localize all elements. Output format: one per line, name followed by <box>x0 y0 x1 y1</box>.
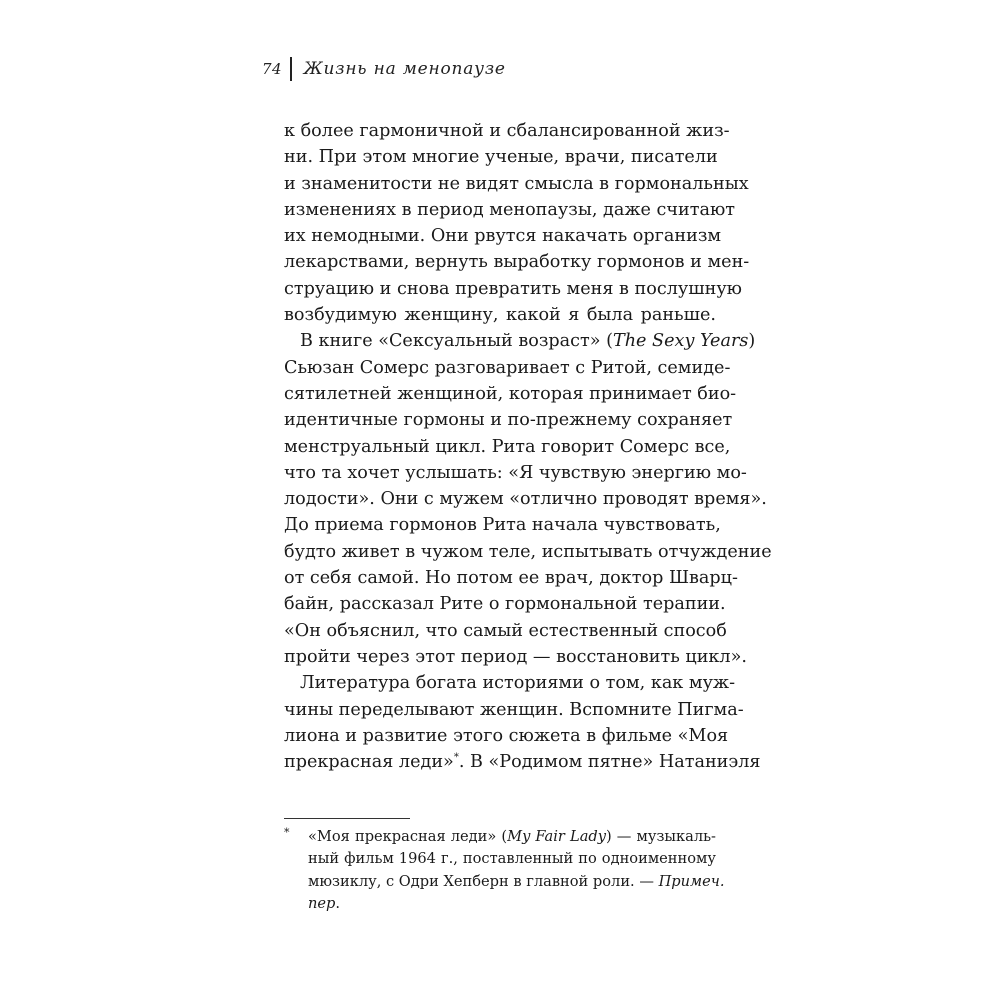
text-line: струацию и снова превратить меня в послушную <box>284 278 743 299</box>
page-number: 74 <box>262 60 283 78</box>
footnote-reference: * <box>453 752 459 764</box>
text-line: сятилетней женщиной, которая принимает био- <box>284 383 737 404</box>
text-line: к более гармоничной и сбалансированной жиз- <box>284 121 730 141</box>
footnote-line: мюзиклу, с Одри Хепберн в главной роли. — Примеч. <box>308 872 725 890</box>
text-line: изменениях в период менопаузы, даже считают <box>284 199 736 220</box>
text-line: Сьюзан Сомерс разговаривает с Ритой, семиде- <box>284 357 731 378</box>
body-text <box>284 118 772 775</box>
text-line: и знаменитости не видят смысла в гормональных <box>284 173 749 194</box>
text-line: что та хочет услышать: «Я чувствую энергию мо- <box>284 462 747 483</box>
footnote-divider <box>284 818 410 819</box>
header-divider <box>290 57 292 81</box>
text-line: прекрасная леди»*. В «Родимом пятне» Натаниэля <box>284 752 761 773</box>
text-line: байн, рассказал Рите о гормональной терапии. <box>284 594 726 615</box>
footnote-line: ный фильм 1964 г., поставленный по одноименному <box>308 850 716 868</box>
text-line: от себя самой. Но потом ее врач, доктор Шварц- <box>284 568 738 589</box>
footnote-line: «Моя прекрасная леди» (My Fair Lady) — музыкаль- <box>308 828 716 845</box>
text-line: лиона и развитие этого сюжета в фильме «Моя <box>284 725 729 746</box>
text-line: В книге «Сексуальный возраст» (The Sexy Years) <box>300 331 756 352</box>
book-title: Жизнь на менопаузе <box>303 59 506 79</box>
text-line: будто живет в чужом теле, испытывать отчуждение <box>284 541 772 562</box>
text-line: До приема гормонов Рита начала чувствовать, <box>284 515 721 536</box>
text-line: чины переделывают женщин. Вспомните Пигма- <box>284 699 744 720</box>
footnote-marker: * <box>284 826 290 839</box>
text-line: идентичные гормоны и по-прежнему сохраняет <box>284 410 733 431</box>
text-line: Литература богата историями о том, как муж- <box>300 673 736 694</box>
footnote-line: пер. <box>308 894 341 912</box>
footnote <box>284 826 725 915</box>
text-line: ни. При этом многие ученые, врачи, писатели <box>284 147 718 168</box>
text-line: возбудимую женщину, какой я была раньше. <box>284 305 716 326</box>
text-line: лекарствами, вернуть выработку гормонов и мен- <box>284 252 750 273</box>
text-line: их немодными. Они рвутся накачать организм <box>284 226 722 247</box>
text-line: лодости». Они с мужем «отлично проводят время». <box>284 489 767 510</box>
running-head <box>262 54 506 84</box>
text-line: пройти через этот период — восстановить цикл». <box>284 646 747 667</box>
text-line: менструальный цикл. Рита говорит Сомерс все, <box>284 436 731 457</box>
text-line: «Он объяснил, что самый естественный способ <box>284 620 727 641</box>
